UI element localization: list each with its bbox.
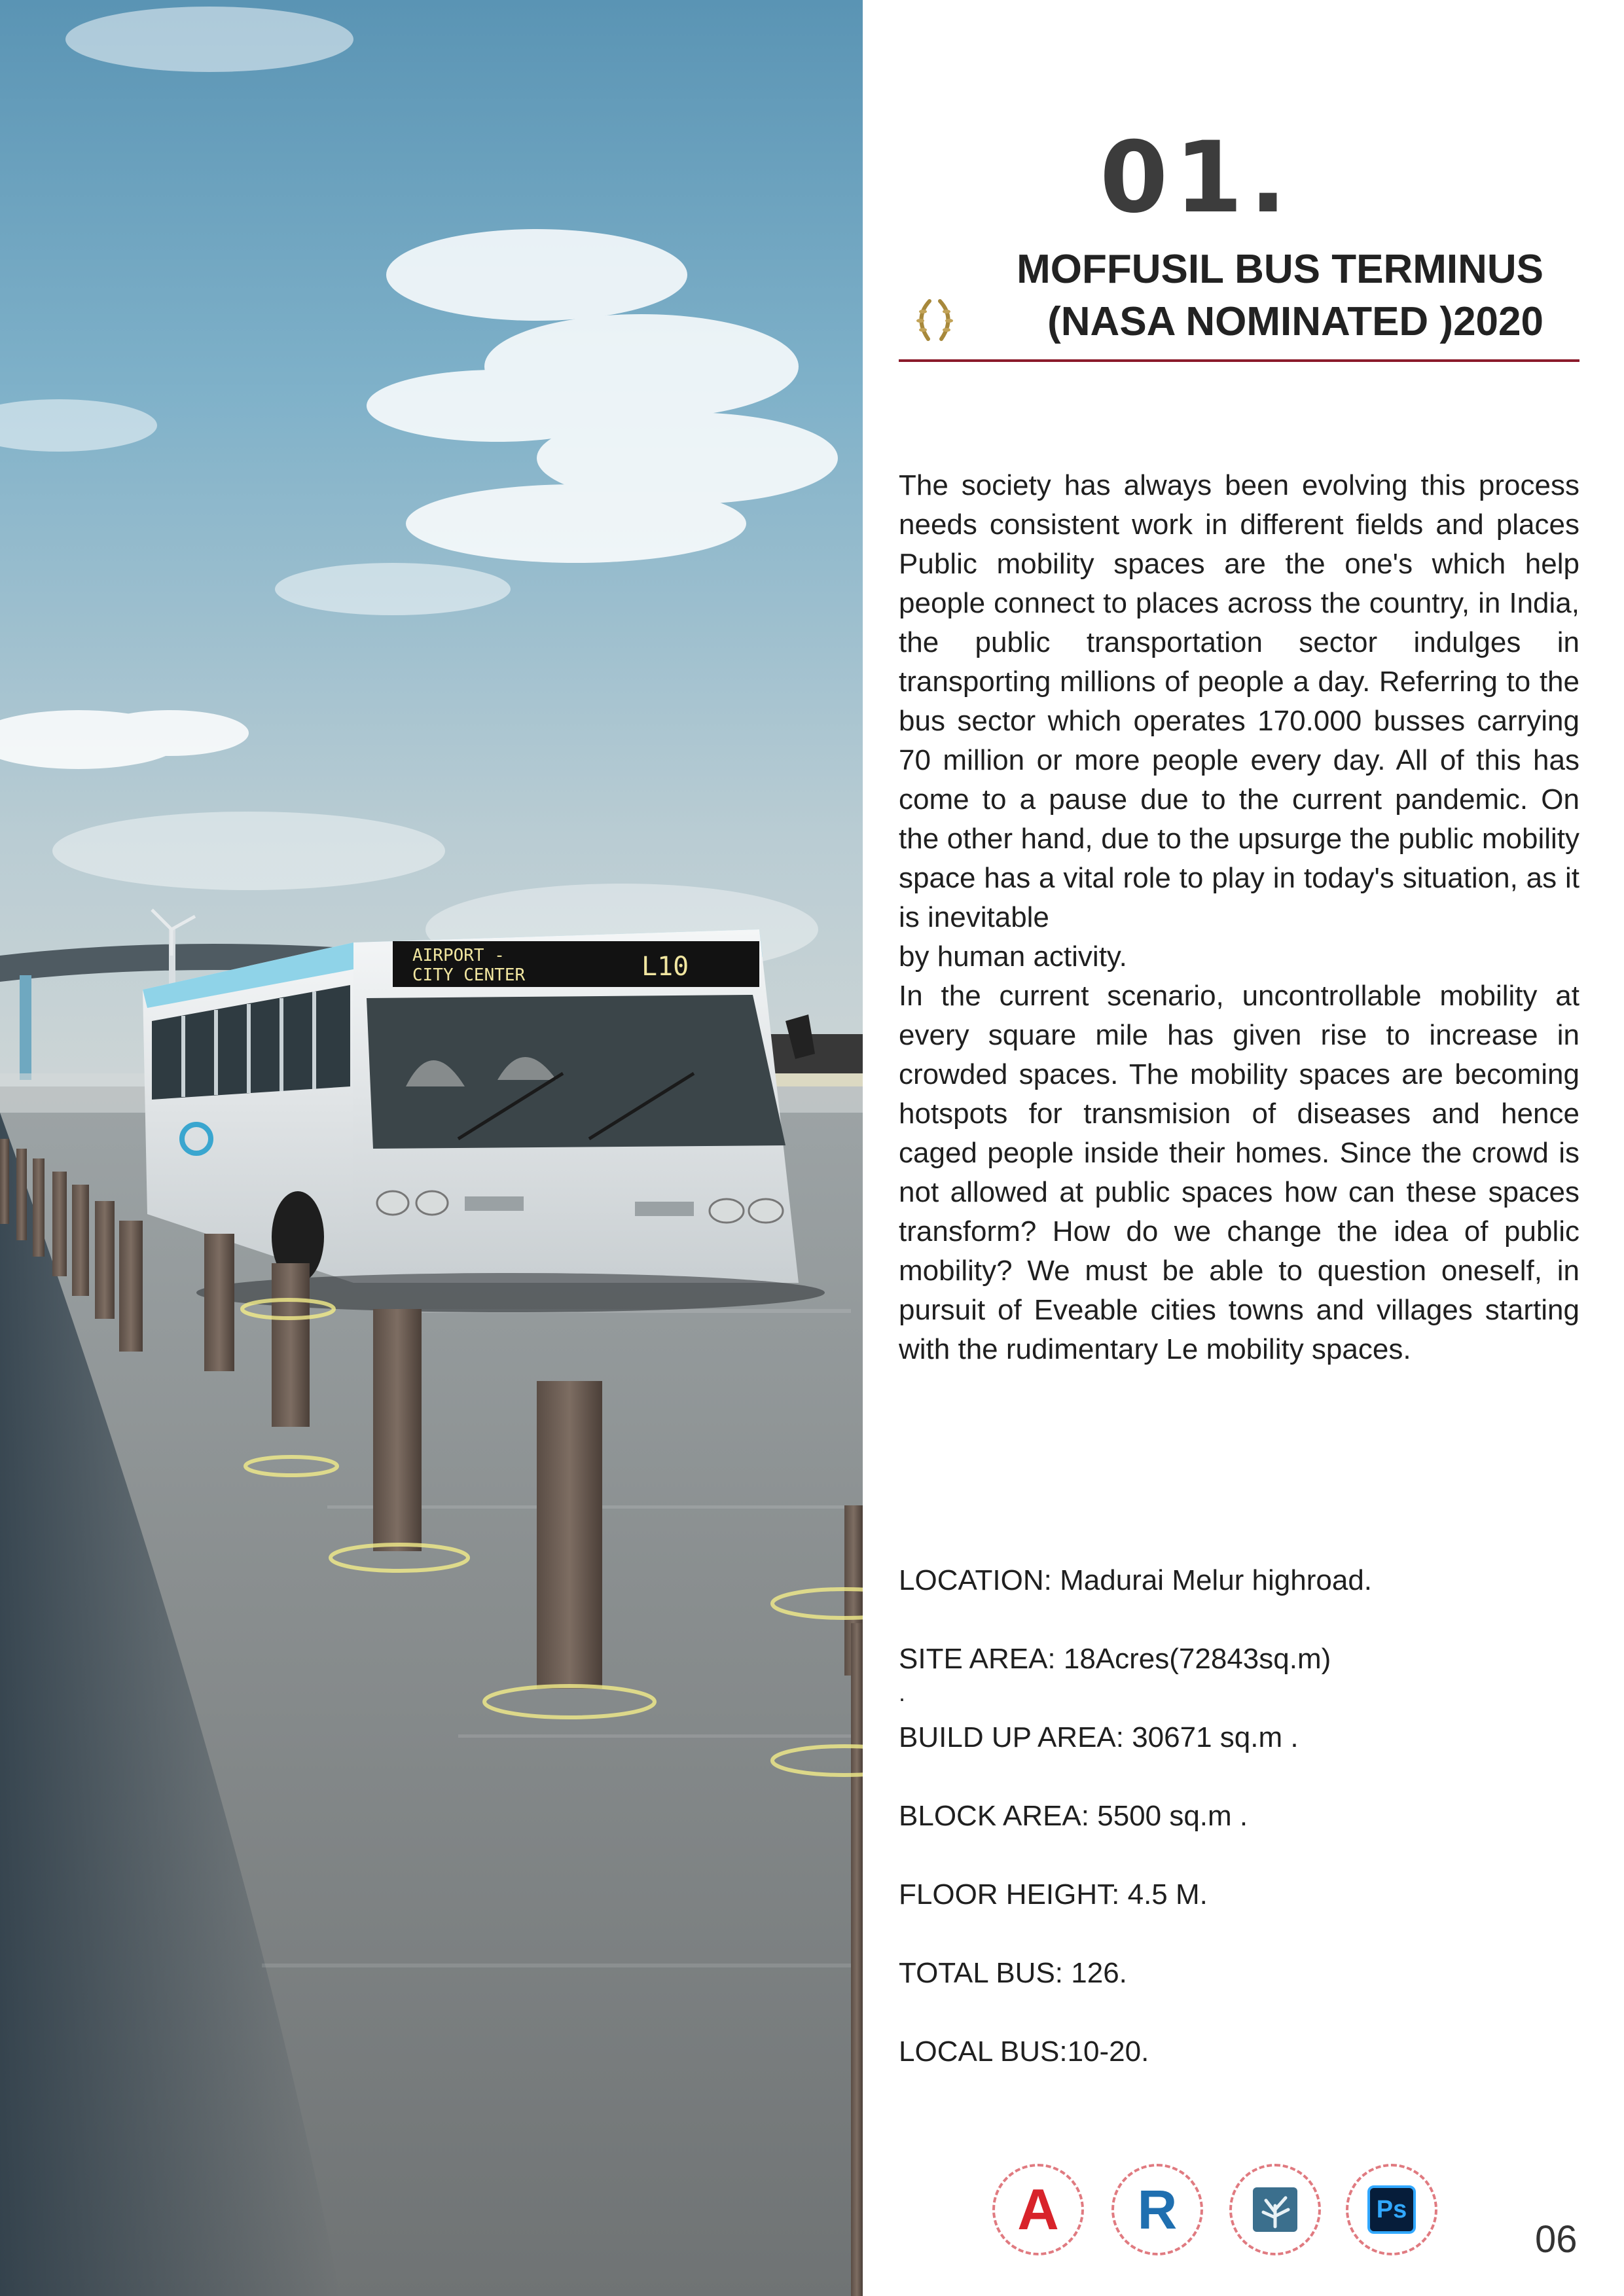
autocad-icon (992, 2164, 1084, 2255)
page-number: 06 (1535, 2218, 1578, 2261)
autocad-letter: A (1017, 2177, 1059, 2242)
fact-stray-dot: . (899, 1679, 906, 1706)
description-paragraph: In the current scenario, uncontrollable mobility at every square mile has given rise to increase in crowded spaces. The mobility spaces are becoming hotspots for transmision of diseases and hence caged people inside their homes. Since the crowd is not allowed at public spaces how can these spaces transform? How do we change the idea of public mobility? We must be able to question oneself, in pursuit of Eveable cities towns and villages starting with the rudimentary Le mobility spaces. (899, 980, 1579, 1365)
fact-build-up-area: BUILD UP AREA: 30671 sq.m . (899, 1721, 1299, 1753)
laurel-award-icon (911, 296, 958, 343)
bus-destination-line2: CITY CENTER (412, 965, 526, 985)
project-description (899, 466, 1579, 1369)
description-paragraph: The society has always been evolving this process needs consistent work in different fields and places Public mobility spaces are the one's which help people connect to places across the country, in India, the public transportation sector indulges in transporting millions of people a day. Referring to the bus sector which operates 170.000 busses carrying 70 million or more people every day. All of this has come to a pause due to the current pandemic. On the other hand, due to the upsurge the public mobility space has a vital role to play in today's situation, as it is inevitable (899, 469, 1579, 933)
fact-floor-height: FLOOR HEIGHT: 4.5 M. (899, 1878, 1208, 1910)
revit-icon (1111, 2164, 1203, 2255)
lumion-icon (1229, 2164, 1321, 2255)
fact-local-bus: LOCAL BUS:10-20. (899, 2036, 1149, 2068)
project-title-line1: MOFFUSIL BUS TERMINUS (1017, 247, 1543, 292)
photoshop-icon (1346, 2164, 1437, 2255)
bus-route-sign: L10 (641, 952, 689, 982)
fact-location: LOCATION: Madurai Melur highroad. (899, 1564, 1373, 1596)
project-number: 01. (1100, 121, 1293, 235)
title-divider (899, 359, 1579, 362)
bus-destination-line1: AIRPORT - (412, 946, 505, 965)
photoshop-letters: Ps (1376, 2195, 1407, 2223)
revit-letter: R (1137, 2178, 1178, 2240)
lumion-tree-icon (1252, 2186, 1299, 2233)
fact-total-bus: TOTAL BUS: 126. (899, 1957, 1127, 1989)
fact-block-area: BLOCK AREA: 5500 sq.m . (899, 1800, 1248, 1832)
fact-site-area: SITE AREA: 18Acres(72843sq.m) (899, 1643, 1331, 1675)
project-title-line2: (NASA NOMINATED )2020 (1047, 299, 1543, 344)
description-paragraph: by human activity. (899, 941, 1127, 973)
